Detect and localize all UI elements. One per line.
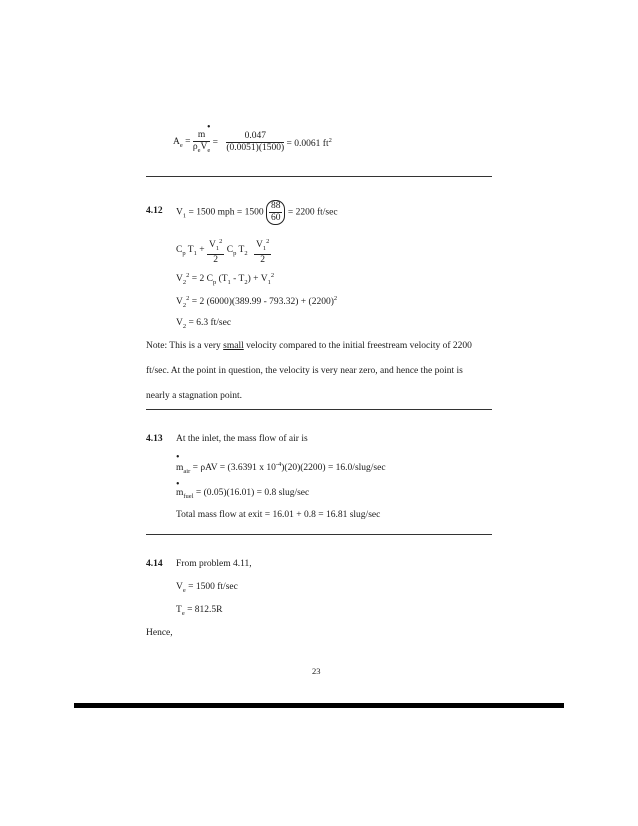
problem-number-4-14: 4.14 — [146, 559, 163, 569]
p413-intro: At the inlet, the mass flow of air is — [176, 434, 308, 444]
divider-2 — [146, 409, 492, 410]
footer-bar — [74, 703, 564, 708]
conversion-factor: $\frac{88}{60}$ — [266, 200, 286, 225]
note-line-2: ft/sec. At the point in question, the velocity is very near zero, and hence the point is — [146, 366, 463, 376]
ae-result: = 0.0061 ft — [286, 139, 329, 150]
p412-line4: $V_2^2 = 2$ $(6000)(389.99 - 793.32) + (2200)^2$ — [176, 295, 338, 310]
numeric-fraction: $\frac{0.047}{(0.0051)(1500)}$ — [226, 131, 285, 154]
divider-1 — [146, 176, 492, 177]
p414-intro: From problem 4.11, — [176, 559, 252, 569]
p412-line5: $V_2 = 6.3$ ft/sec — [176, 318, 232, 330]
p414-line2: $T_e = 812.5R$ — [176, 605, 223, 617]
p413-line2: $m_{fuel} = (0.05)(16.01) = 0.8$ slug/sec — [176, 488, 310, 500]
p413-line1: $m_{air} = \rho AV = (3.6391$ x $10^{-4})(20)(2200)$ = 16.0/slug/sec — [176, 461, 386, 476]
p412-line1: $V_1 = 1500$ mph = 1500 $\frac{88}{60}$ = 2200 ft/sec — [176, 201, 338, 223]
p414-line1: $V_e = 1500$ ft/sec — [176, 582, 238, 594]
energy-equation: $C_p$ $T_1$ + $\frac{V_1^2}{2}$ $C_p$ $T_2$ $\frac{V_1^2}{2}$ — [176, 238, 270, 266]
mass-flow-fraction: $\frac{m}{\rho_eV_e}$ — [192, 130, 211, 154]
divider-3 — [146, 534, 492, 535]
ae-lhs: A — [173, 137, 180, 147]
p413-line3: Total mass flow at exit = 16.01 + 0.8 = 16.81 slug/sec — [176, 510, 381, 520]
note-line-1: Note: This is a very small velocity compared to the initial freestream velocity of 2200 — [146, 341, 472, 351]
problem-number-4-12: 4.12 — [146, 206, 163, 216]
p412-line3: $V_2^2 = 2$ $C_p$ $(T_1 - T_2) + V_1^2$ — [176, 272, 275, 287]
mdot-air-dot: • — [176, 452, 180, 463]
page-number: 23 — [312, 666, 321, 676]
problem-number-4-13: 4.13 — [146, 434, 163, 444]
mdot-dot: • — [207, 122, 211, 133]
ae-equation: $A_e$ = $\frac{m}{\rho_eV_e}$ = $\frac{0.047}{(0.0051)(1500)}$ = 0.0061 $ft^2$ — [173, 130, 332, 154]
mdot-fuel-dot: • — [176, 479, 180, 490]
note-line-3: nearly a stagnation point. — [146, 391, 243, 401]
hence-text: Hence, — [146, 628, 173, 638]
